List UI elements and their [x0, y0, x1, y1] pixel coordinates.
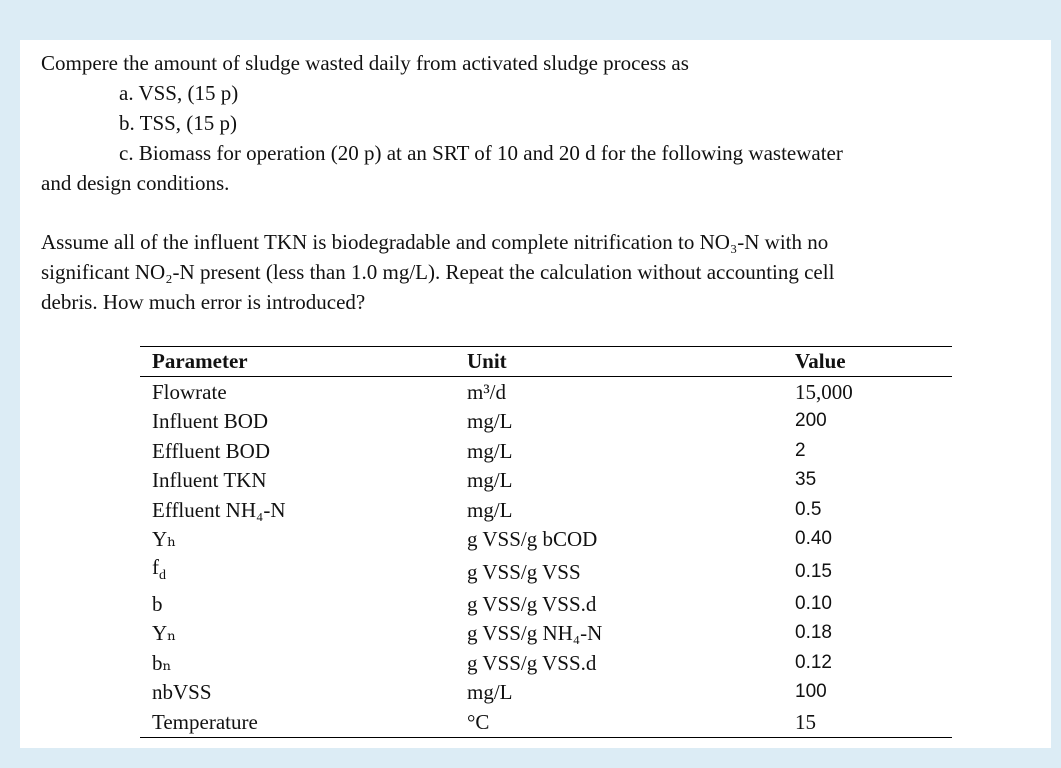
value-cell: 0.10 — [795, 592, 832, 614]
table-row — [140, 619, 952, 649]
unit-cell: g VSS/g VSS.d — [467, 650, 597, 675]
unit-cell: mg/L — [467, 497, 513, 522]
item-a: a. VSS, (15 p) — [119, 81, 239, 105]
value-cell: 0.5 — [795, 498, 822, 520]
value-cell: 100 — [795, 681, 827, 703]
value-cell: 0.40 — [795, 528, 832, 550]
problem-line-1: Compere the amount of sludge wasted daily from activated sludge process as — [41, 51, 689, 75]
unit-cell: °C — [455, 707, 783, 737]
unit-cell: mg/L — [467, 409, 513, 434]
unit-cell: mg/L — [467, 680, 513, 705]
param-cell: bₙ — [152, 650, 172, 675]
document-page — [20, 40, 1051, 748]
item-c: c. Biomass for operation (20 p) at an SRT of 10 and 20 d for the following wastewater — [119, 141, 843, 165]
param-cell: Yₙ — [152, 621, 177, 646]
header-parameter: Parameter — [140, 347, 455, 377]
header-value: Value — [783, 347, 952, 377]
value-cell: 0.12 — [795, 651, 832, 673]
value-cell: 35 — [795, 469, 817, 491]
value-cell: 2 — [795, 439, 806, 461]
param-cell: Flowrate — [152, 379, 227, 404]
param-cell: $f_d$ — [152, 555, 166, 584]
table-row — [140, 525, 952, 555]
param-cell: Effluent NH₄-N — [152, 497, 286, 522]
table-row — [140, 678, 952, 708]
param-cell: Effluent BOD — [152, 438, 271, 463]
item-c-continuation: and design conditions. — [41, 171, 230, 195]
param-cell: nbVSS — [152, 680, 212, 705]
unit-cell: mg/L — [467, 438, 513, 463]
unit-cell: mg/L — [467, 468, 513, 493]
param-cell: Temperature — [140, 707, 455, 737]
assumption-line-1: Assume all of the influent TKN is biodegradable and complete nitrification to NO₃-N with no — [41, 230, 829, 254]
param-cell: Yₕ — [152, 527, 177, 552]
param-cell: b — [152, 591, 163, 616]
table-row — [140, 648, 952, 678]
unit-cell: g VSS/g VSS.d — [467, 591, 597, 616]
assumption-line-2: significant NO₂-N present (less than 1.0 mg/L). Repeat the calculation without accounting cell — [41, 260, 835, 284]
table-header-row — [140, 347, 952, 377]
value-cell: 0.15 — [795, 560, 832, 582]
param-cell: Influent BOD — [152, 409, 269, 434]
value-cell: 0.18 — [795, 622, 832, 644]
parameters-table — [140, 346, 952, 738]
table-row — [140, 707, 952, 737]
problem-statement — [41, 48, 1041, 317]
table-row — [140, 554, 952, 589]
table-row — [140, 495, 952, 525]
table-row — [140, 407, 952, 437]
unit-cell: g VSS/g NH₄-N — [467, 621, 603, 646]
table-row — [140, 466, 952, 496]
unit-cell: m³/d — [467, 379, 506, 404]
table-row — [140, 589, 952, 619]
unit-cell: g VSS/g bCOD — [467, 527, 598, 552]
assumption-line-3: debris. How much error is introduced? — [41, 290, 366, 314]
table-row — [140, 377, 952, 407]
value-cell: 200 — [795, 410, 827, 432]
header-unit: Unit — [455, 347, 783, 377]
unit-cell: g VSS/g VSS — [467, 559, 581, 584]
value-cell: 15,000 — [795, 379, 853, 404]
param-cell: Influent TKN — [152, 468, 267, 493]
table-row — [140, 436, 952, 466]
item-b: b. TSS, (15 p) — [119, 111, 238, 135]
value-cell: 15 — [783, 707, 952, 737]
